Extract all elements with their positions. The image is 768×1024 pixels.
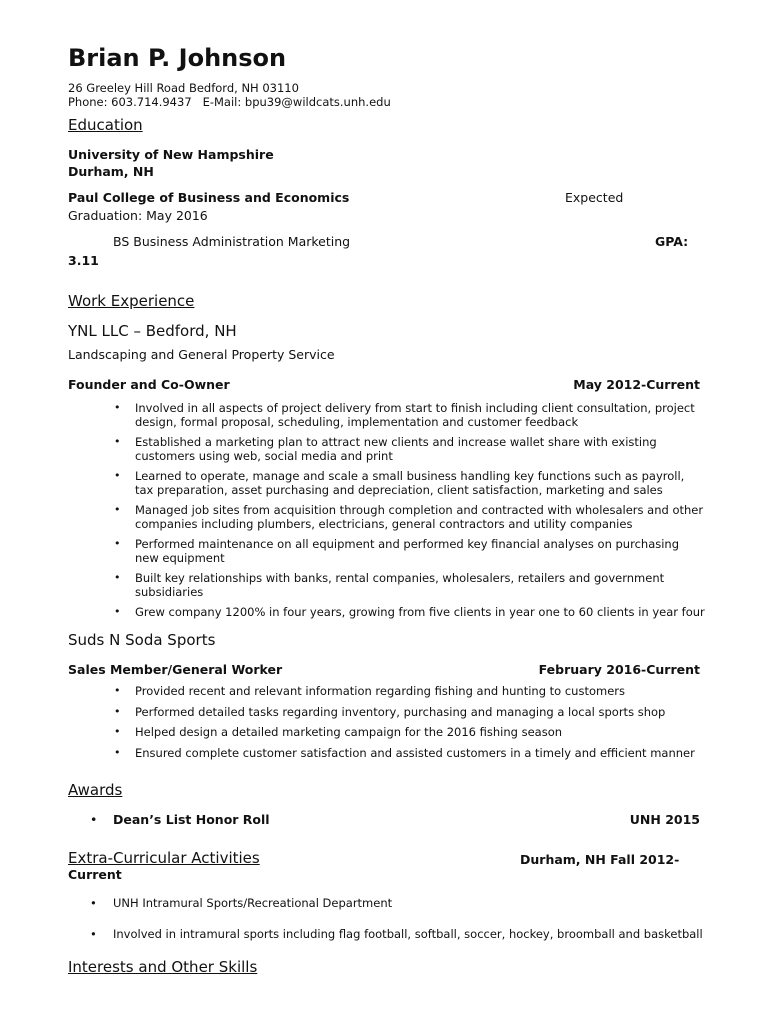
college-name: Paul College of Business and Economics: [68, 190, 350, 205]
bullet-text: Helped design a detailed marketing campaign for the 2016 fishing season: [135, 725, 563, 739]
list-item: [114, 537, 705, 565]
award-date: UNH 2015: [629, 812, 700, 827]
list-item: [114, 725, 715, 739]
work-heading: Work Experience: [68, 292, 195, 310]
list-item: [114, 684, 715, 698]
expected-label: Expected: [565, 190, 624, 205]
bullet-icon: •: [114, 537, 121, 550]
bullet-icon: •: [114, 605, 121, 618]
list-item: [114, 401, 705, 429]
activities-heading: Extra-Curricular Activities: [68, 849, 260, 867]
activity-item: Involved in intramural sports including flag football, softball, soccer, hockey, broomball and basketball: [113, 927, 703, 941]
list-item: [114, 704, 715, 719]
bullet-text: Established a marketing plan to attract new clients and increase wallet share with existing customers using web, social media and print: [135, 435, 657, 463]
list-item: [114, 469, 705, 497]
bullet-text: Managed job sites from acquisition through completion and contracted with wholesalers and other companies including plumbers, electricians, general contractors and utility companies: [135, 503, 704, 531]
bullet-icon: •: [114, 704, 121, 718]
bullet-text: Provided recent and relevant information regarding fishing and hunting to customers: [135, 684, 625, 698]
bullet-text: Grew company 1200% in four years, growing from five clients in year one to 60 clients in year four: [135, 605, 705, 619]
list-item: [114, 605, 705, 619]
job-dates: May 2012-Current: [573, 377, 700, 392]
bullet-text: Ensured complete customer satisfaction and assisted customers in a timely and efficient manner: [135, 745, 695, 760]
bullet-icon: •: [114, 571, 121, 584]
bullet-icon: •: [114, 503, 121, 516]
bullet-icon: •: [90, 812, 98, 827]
bullet-text: Learned to operate, manage and scale a small business handling key functions such as payroll, tax preparation, asset purchasing and depreciation, client satisfaction, marketing and sales: [135, 469, 685, 497]
job-title: Sales Member/General Worker: [68, 662, 283, 677]
job-description: Landscaping and General Property Service: [68, 347, 335, 362]
bullet-text: Performed maintenance on all equipment and performed key financial analyses on purchasing new equipment: [135, 537, 680, 565]
list-item: [114, 571, 705, 599]
bullet-icon: •: [114, 401, 121, 414]
list-item: [114, 503, 705, 531]
bullet-icon: •: [114, 469, 121, 482]
bullet-icon: •: [90, 896, 97, 910]
address: 26 Greeley Hill Road Bedford, NH 03110: [68, 81, 299, 95]
activities-location-date: Durham, NH Fall 2012-: [520, 852, 680, 867]
education-heading: Education: [68, 116, 143, 134]
university-location: Durham, NH: [68, 164, 154, 179]
job-title: Founder and Co-Owner: [68, 377, 230, 392]
job-bullets: [114, 684, 715, 766]
list-item: [114, 435, 705, 463]
bullet-icon: •: [114, 435, 121, 448]
bullet-text: Involved in all aspects of project delivery from start to finish including client consultation, project design, formal proposal, scheduling, implementation and customer feedback: [135, 401, 695, 429]
interests-heading: Interests and Other Skills: [68, 958, 258, 976]
bullet-icon: •: [90, 927, 97, 941]
bullet-icon: •: [114, 745, 121, 759]
awards-heading: Awards: [68, 781, 123, 799]
gpa-value: 3.11: [68, 253, 99, 268]
bullet-icon: •: [114, 725, 121, 738]
activity-item: UNH Intramural Sports/Recreational Department: [113, 896, 393, 910]
list-item: [114, 745, 715, 760]
degree: BS Business Administration Marketing: [113, 234, 351, 249]
award-item: Dean’s List Honor Roll: [113, 812, 270, 827]
activities-date-cont: Current: [68, 867, 122, 882]
resume-name: Brian P. Johnson: [68, 44, 287, 72]
bullet-text: Performed detailed tasks regarding inventory, purchasing and managing a local sports shop: [135, 704, 666, 719]
graduation-date: Graduation: May 2016: [68, 208, 208, 223]
bullet-icon: •: [114, 684, 121, 697]
university-name: University of New Hampshire: [68, 147, 274, 162]
contact-line: Phone: 603.714.9437 E-Mail: bpu39@wildcats.unh.edu: [68, 95, 391, 109]
job-dates: February 2016-Current: [538, 662, 700, 677]
job-bullets: [114, 401, 705, 625]
job-company: Suds N Soda Sports: [68, 631, 216, 649]
bullet-text: Built key relationships with banks, rental companies, wholesalers, retailers and government subsidiaries: [135, 571, 665, 599]
gpa-label: GPA:: [655, 234, 689, 249]
job-company: YNL LLC – Bedford, NH: [68, 322, 237, 340]
